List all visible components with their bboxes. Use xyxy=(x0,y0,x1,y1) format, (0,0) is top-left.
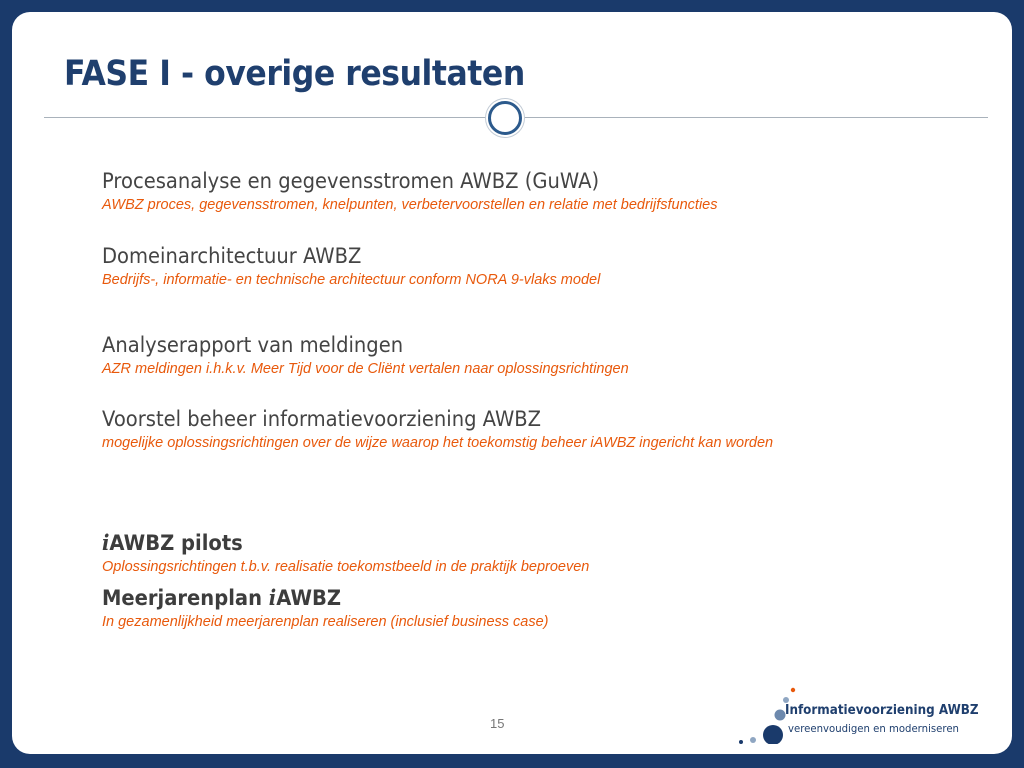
result-heading: Voorstel beheer informatievoorziening AWBZ xyxy=(102,407,542,431)
slide xyxy=(12,12,1012,754)
slide-title: FASE I - overige resultaten xyxy=(64,54,525,94)
page-number: 15 xyxy=(490,716,505,731)
result-heading xyxy=(102,585,517,611)
heading-text: AWBZ pilots xyxy=(109,531,243,555)
heading-suffix: AWBZ xyxy=(276,586,342,610)
result-description: Oplossingsrichtingen t.b.v. realisatie toekomstbeeld in de praktijk beproeven xyxy=(102,559,590,575)
logo-tagline: vereenvoudigen en moderniseren xyxy=(788,722,959,735)
logo-title: Informatievoorziening AWBZ xyxy=(785,703,979,718)
result-description: In gezamenlijkheid meerjarenplan realiseren (inclusief business case) xyxy=(102,614,549,630)
result-description: AWBZ proces, gegevensstromen, knelpunten, verbetervoorstellen en relatie met bedrijfsfuncties xyxy=(102,197,718,213)
result-description: AZR meldingen i.h.k.v. Meer Tijd voor de Cliënt vertalen naar oplossingsrichtingen xyxy=(102,361,629,377)
result-heading: Analyserapport van meldingen xyxy=(102,333,404,357)
result-item-voorstel-beheer xyxy=(102,406,773,452)
result-description: Bedrijfs-, informatie- en technische architectuur conform NORA 9-vlaks model xyxy=(102,272,601,288)
heading-text: Meerjarenplan xyxy=(102,586,269,610)
result-item-meerjarenplan xyxy=(102,585,549,631)
result-item-domeinarchitectuur xyxy=(102,243,600,289)
result-heading xyxy=(102,530,555,556)
result-item-analyserapport xyxy=(102,332,629,378)
heading-italic-infix: i xyxy=(268,585,277,610)
divider-circle-icon xyxy=(488,101,522,135)
result-heading: Procesanalyse en gegevensstromen AWBZ (GuWA) xyxy=(102,169,600,193)
result-item-procesanalyse xyxy=(102,168,718,214)
result-item-pilots xyxy=(102,530,589,576)
result-description: mogelijke oplossingsrichtingen over de wijze waarop het toekomstig beheer iAWBZ ingericht kan worden xyxy=(102,435,774,451)
result-heading: Domeinarchitectuur AWBZ xyxy=(102,244,362,268)
heading-italic-prefix: i xyxy=(102,530,110,555)
